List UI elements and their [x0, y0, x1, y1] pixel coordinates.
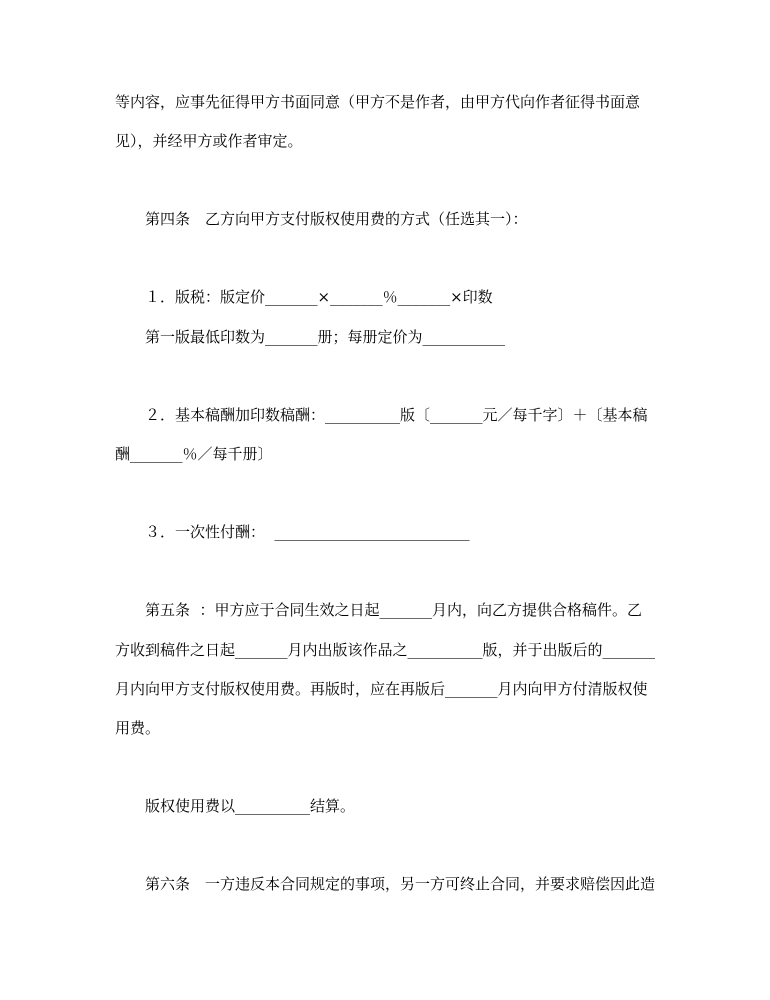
paragraph-line: 方收到稿件之日起_______月内出版该作品之__________版，并于出版后的_______: [115, 641, 656, 659]
list-item: ３．一次性付酬： __________________________: [145, 523, 470, 541]
list-item: ２．基本稿酬加印数稿酬：__________版〔_______元／每千字〕＋〔基本稿: [145, 406, 648, 424]
paragraph-line: 用费。: [115, 719, 161, 737]
article-heading: 第六条 一方违反本合同规定的事项，另一方可终止合同，并要求赔偿因此造: [145, 875, 656, 893]
article-heading: 第四条 乙方向甲方支付版权使用费的方式（任选其一）：: [145, 210, 528, 228]
article-heading: 第五条 ：甲方应于合同生效之日起_______月内，向乙方提供合格稿件。乙: [145, 601, 643, 619]
paragraph-line: 等内容，应事先征得甲方书面同意（甲方不是作者，由甲方代向作者征得书面意: [115, 93, 641, 111]
paragraph-line: 酬_______％／每千册〕: [115, 445, 273, 463]
paragraph-line: 见），并经甲方或作者审定。: [115, 132, 303, 150]
list-item: １．版税：版定价_______×_______％_______×印数: [145, 288, 493, 306]
paragraph-line: 第一版最低印数为_______册；每册定价为___________: [145, 328, 506, 346]
paragraph-line: 版权使用费以__________结算。: [145, 797, 356, 815]
paragraph-line: 月内向甲方支付版权使用费。再版时，应在再版后_______月内向甲方付清版权使: [115, 680, 648, 698]
